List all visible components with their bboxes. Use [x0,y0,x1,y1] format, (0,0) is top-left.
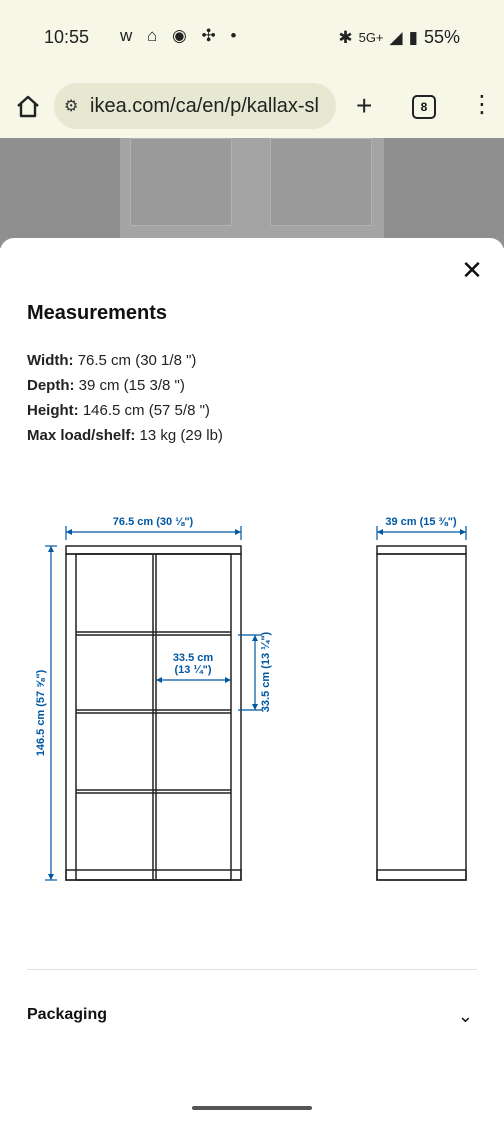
chevron-down-icon: ⌄ [457,1006,473,1026]
depth-dimension-label: 39 cm (15 ⅜") [385,516,457,528]
sheet-title: Measurements [27,302,168,324]
status-time: 10:55 [44,27,90,47]
spec-width: Width: 76.5 cm (30 1/8 ") [27,352,197,369]
height-dimension-label: 146.5 cm (57 ⅝") [35,669,47,757]
notification-icons: w ⌂ ◉ ✣ • [120,26,242,45]
gesture-bar [192,1106,312,1110]
address-bar[interactable] [54,83,336,129]
measurements-sheet [0,238,504,1122]
packaging-label: Packaging [27,1006,108,1023]
battery-percent: 55% [423,27,460,47]
tab-switcher-button[interactable]: 8 [412,95,436,119]
signal-icon: ◢ [389,27,403,47]
new-tab-button[interactable]: + [356,90,373,121]
home-icon [14,93,42,121]
spec-max-load: Max load/shelf: 13 kg (29 lb) [27,427,223,444]
packaging-accordion[interactable] [27,1006,477,1032]
spec-list [27,348,223,448]
width-dimension-label: 76.5 cm (30 ⅛") [112,516,194,528]
url-text: ikea.com/ca/en/p/kallax-sl [90,94,319,117]
cell-width-label: 33.5 cm [172,652,214,664]
network-type: 5G+ [358,30,384,45]
home-button[interactable] [14,93,42,121]
spec-depth: Depth: 39 cm (15 3/8 ") [27,377,185,394]
spec-height: Height: 146.5 cm (57 5/8 ") [27,402,210,419]
product-image [120,138,384,248]
status-bar [0,0,504,76]
battery-icon: ▮ [408,27,418,47]
section-divider [27,969,477,970]
cell-height-label: 33.5 cm (13 ¼") [260,631,272,713]
browser-toolbar [0,76,504,138]
bluetooth-icon: ✱ [338,27,353,47]
dimension-diagram [0,506,504,896]
site-settings-icon[interactable]: ⚙ [64,98,79,115]
close-icon[interactable]: ✕ [461,255,483,285]
cell-width-sublabel: (13 ¼") [174,664,212,676]
page-background [0,138,504,248]
overflow-menu-icon[interactable]: ⋮ [470,91,494,118]
